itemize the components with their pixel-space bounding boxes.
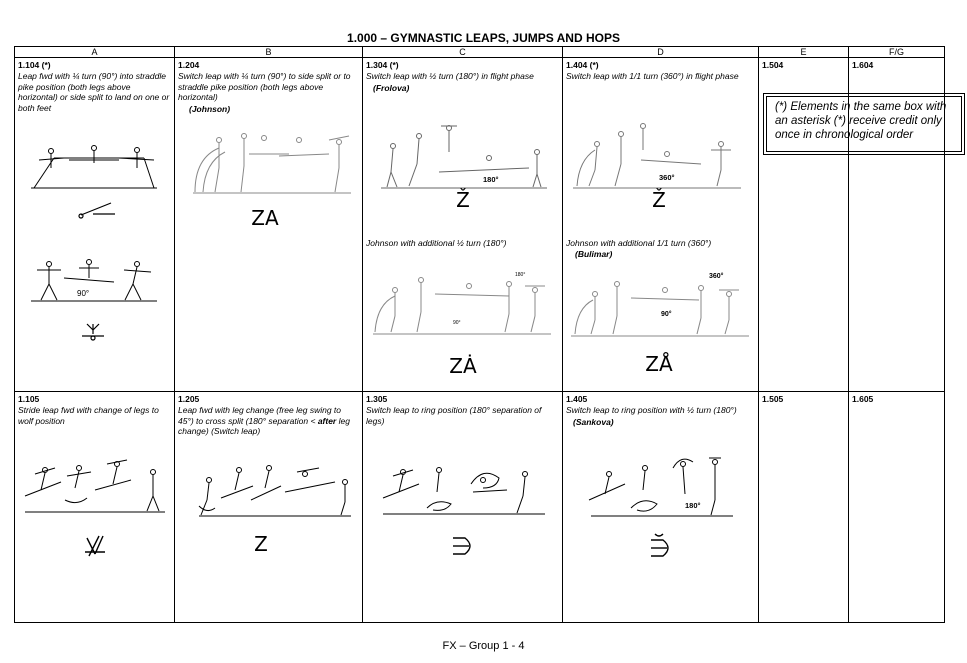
cell-1-205 — [175, 392, 363, 623]
element-code: 1.604 — [852, 60, 874, 70]
angle-label: 360° — [709, 273, 724, 280]
switch-leap-half-turn-figure — [379, 122, 549, 192]
element-symbol: ZȦ — [449, 354, 477, 378]
column-header-d: D — [563, 47, 759, 58]
element-description: Leap fwd with leg change (free leg swing to 45°) to cross split (180° separation < after leg change) (Switch leap) — [178, 405, 350, 436]
angle-label: 90° — [453, 320, 461, 326]
angle-label: 180° — [685, 501, 701, 510]
cell-1-505 — [759, 392, 849, 623]
cell-1-304 — [363, 58, 563, 392]
angle-label: 180° — [515, 272, 526, 278]
cell-1-104 — [15, 58, 175, 392]
element-code: 1.204 — [178, 60, 200, 70]
johnson-full-turn-figure — [569, 270, 751, 340]
ring-leap-symbol — [449, 532, 479, 560]
side-split-figure-illustration — [29, 256, 159, 306]
asterisk-note-text: (*) Elements in the same box with an asterisk (*) receive credit only once in chronological order — [766, 96, 962, 152]
asterisk-note-box — [763, 93, 965, 155]
element-symbol: Z — [254, 532, 268, 556]
column-header-a: A — [15, 47, 175, 58]
svg-text:90°: 90° — [77, 289, 90, 298]
element-description: Switch leap to ring position (180° separation of legs) — [366, 405, 542, 426]
element-code: 1.305 — [366, 394, 388, 404]
ring-leap-figure-illustration — [379, 458, 549, 518]
variation-description: Johnson with additional ½ turn (180°) — [366, 238, 507, 248]
element-description: Stride leap fwd with change of legs to wolf position — [18, 405, 159, 426]
element-symbol: ZÅ — [645, 352, 673, 376]
wolf-symbol — [78, 320, 108, 342]
element-code: 1.504 — [762, 60, 784, 70]
gymnast-name: (Sankova) — [573, 416, 614, 427]
page-title: 1.000 – GYMNASTIC LEAPS, JUMPS AND HOPS — [347, 31, 620, 45]
angle-label: 90° — [661, 311, 672, 318]
gymnast-name: (Johnson) — [189, 103, 231, 114]
johnson-half-turn-figure — [369, 266, 555, 338]
element-code: 1.104 (*) — [18, 60, 51, 70]
element-code: 1.605 — [852, 394, 874, 404]
element-code: 1.405 — [566, 394, 588, 404]
element-code: 1.304 (*) — [366, 60, 399, 70]
gymnast-name: (Bulimar) — [575, 249, 613, 259]
switch-leap-figure-illustration — [195, 460, 355, 520]
switch-leap-full-turn-figure — [571, 120, 743, 192]
element-symbol: Ž — [652, 188, 666, 212]
gymnast-name: (Frolova) — [373, 82, 410, 93]
element-code: 1.205 — [178, 394, 200, 404]
cell-1-105 — [15, 392, 175, 623]
angle-label: 360° — [659, 173, 675, 182]
leap-symbol — [73, 200, 123, 220]
element-description: Leap fwd with ¼ turn (90°) into straddle pike position (both legs above horizontal) or side split to land on one or both feet — [18, 71, 170, 113]
column-header-c: C — [363, 47, 563, 58]
column-header-row — [15, 47, 945, 58]
element-code: 1.505 — [762, 394, 784, 404]
element-description: Switch leap to ring position with ½ turn (180°) — [566, 405, 737, 415]
page-footer: FX – Group 1 - 4 — [442, 640, 525, 652]
angle-label: 180° — [483, 175, 499, 184]
cell-1-204 — [175, 58, 363, 392]
cell-1-305 — [363, 392, 563, 623]
element-description: Switch leap with ¼ turn (90°) to side split or to straddle pike position (both legs above horizontal) — [178, 71, 351, 102]
element-symbol: Ž — [456, 188, 470, 212]
cell-1-405 — [563, 392, 759, 623]
column-header-fg: F/G — [849, 47, 945, 58]
element-symbol: ZA — [251, 206, 279, 230]
cell-1-605 — [849, 392, 945, 623]
stride-leap-figure-illustration — [21, 456, 169, 516]
element-description: Switch leap with 1/1 turn (360°) in flight phase — [566, 71, 739, 81]
ring-leap-half-turn-figure — [587, 454, 737, 520]
cell-1-404 — [563, 58, 759, 392]
wolf-leap-symbol — [81, 532, 109, 562]
column-header-e: E — [759, 47, 849, 58]
ring-leap-turn-symbol — [647, 532, 677, 562]
element-code: 1.404 (*) — [566, 60, 599, 70]
table-row — [15, 392, 945, 623]
element-code: 1.105 — [18, 394, 40, 404]
switch-leap-figure-illustration — [189, 128, 354, 198]
column-header-b: B — [175, 47, 363, 58]
variation-description: Johnson with additional 1/1 turn (360°) — [566, 238, 712, 248]
leap-figure-illustration — [29, 138, 159, 193]
element-description: Switch leap with ½ turn (180°) in flight phase — [366, 71, 534, 81]
